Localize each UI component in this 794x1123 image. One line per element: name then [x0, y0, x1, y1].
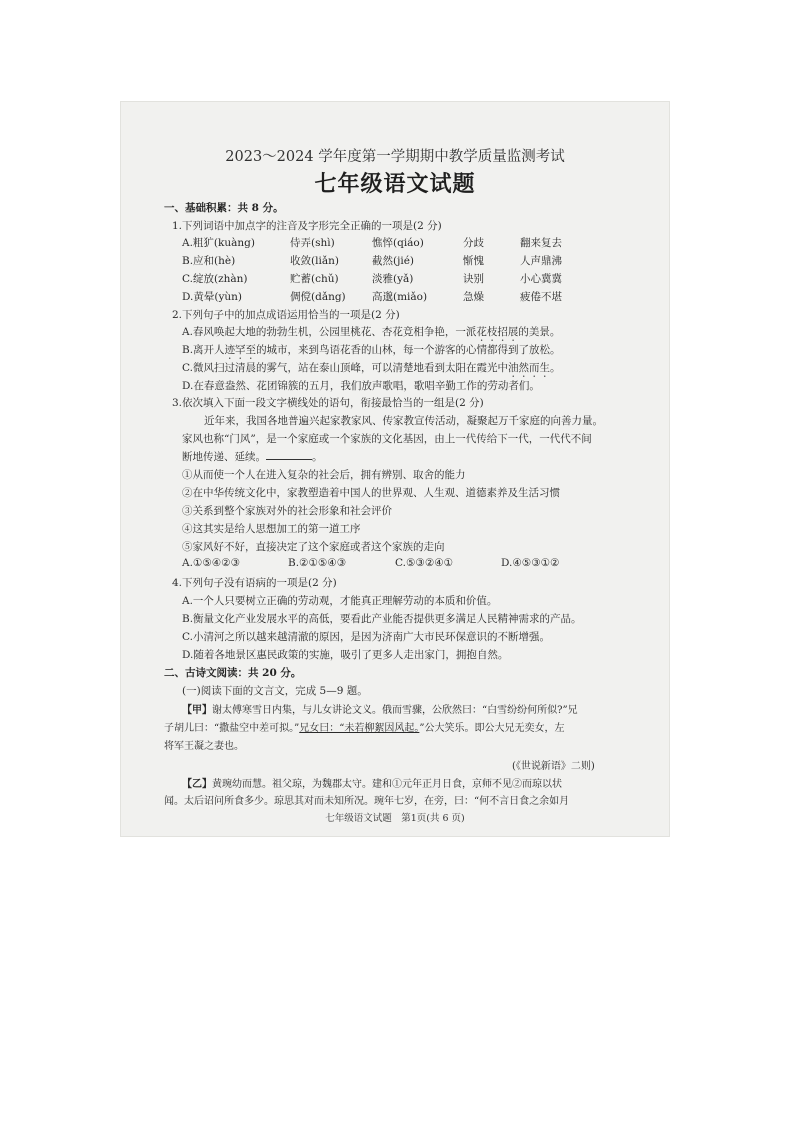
q3-item-1: ①从而使一个人在进入复杂的社会后，拥有辨别、取舍的能力: [182, 469, 466, 481]
q1-a-3: 憔悴(qiáo): [372, 237, 424, 249]
q1-a-5: 翻来复去: [520, 237, 562, 249]
q3-option-d: D.④⑤③①②: [501, 557, 560, 569]
q3-passage-line-2: 家风也称“门风”，是一个家庭或一个家族的文化基因，由上一代传给下一代，一代代不间: [182, 433, 592, 445]
passage-jia-line-3: 将军王凝之妻也。: [164, 741, 244, 752]
q1-d-5: 疲倦不堪: [520, 291, 562, 303]
passage-instruction: (一)阅读下面的文言文，完成 5—9 题。: [182, 685, 368, 697]
q3-option-a: A.①⑤④②③: [182, 557, 240, 569]
passage-jia-line-1: 【甲】谢太傅寒雪日内集，与儿女讲论文义。俄而雪骤，公欣然曰：“白雪纷纷何所似?”兄: [182, 705, 578, 716]
section-heading-1: 一、基础积累：共 8 分。: [164, 202, 284, 214]
q1-a-4: 分歧: [463, 237, 484, 249]
exam-title: 2023～2024 学年度第一学期期中教学质量监测考试: [225, 149, 565, 165]
q3-passage-line-3: 断地传递、延续。 。: [182, 451, 323, 463]
q3-item-3: ③关系到整个家族对外的社会形象和社会评价: [182, 505, 392, 517]
passage-jia-source: (《世说新语》二则): [512, 761, 595, 772]
exam-page: [120, 101, 670, 837]
q1-b-4: 惭愧: [463, 255, 484, 267]
q4-option-b: B.衡量文化产业发展水平的高低，要看此产业能否提供更多满足人民精神需求的产品。: [182, 613, 582, 625]
q3-item-5: ⑤家风好不好，直接决定了这个家庭或者这个家族的走向: [182, 541, 445, 553]
q1-a-1: A.粗犷(kuàng): [182, 237, 255, 249]
question-2-stem: 2.下列句子中的加点成语运用恰当的一项是(2 分): [172, 309, 400, 321]
q1-d-3: 高邈(miǎo): [372, 291, 428, 303]
q4-option-d: D.随着各地景区惠民政策的实施，吸引了更多人走出家门，拥抱自然。: [182, 649, 509, 661]
q3-option-b: B.②①⑤④③: [288, 557, 347, 569]
q2-option-d: D.在春意盎然、花团锦簇的五月，我们放声歌唱，歌唱辛勤工作的劳动者们。: [182, 380, 540, 392]
passage-jia-line-2: 子胡儿曰：“撒盐空中差可拟。”兄女曰：“未若柳絮因风起。”公大笑乐。即公大兄无奕女，左: [164, 723, 565, 734]
q3-option-c: C.⑤③②④①: [395, 557, 454, 569]
q3-item-2: ②在中华传统文化中，家教塑造着中国人的世界观、人生观、道德素养及生活习惯: [182, 487, 560, 499]
q3-passage-line-1: 近年来，我国各地普遍兴起家教家风、传家教宣传活动，凝聚起万千家庭的向善力量。: [204, 415, 603, 427]
q1-d-1: D.黄晕(yùn): [182, 291, 243, 303]
page-footer: 七年级语文试题 第1页(共 6 页): [325, 813, 465, 824]
passage-yi-line-2: 闻。太后诏问所食多少。琼思其对而未知所况。琬年七岁，在旁，曰：“何不言日食之余如月: [164, 796, 570, 807]
q1-d-4: 急燥: [463, 291, 484, 303]
exam-subtitle: 七年级语文试题: [314, 171, 476, 197]
q1-d-2: 倜傥(dǎng): [290, 291, 346, 303]
q1-c-5: 小心冀冀: [520, 273, 562, 285]
question-3-stem: 3.依次填入下面一段文字横线处的语句，衔接最恰当的一组是(2 分): [172, 397, 484, 409]
q2-option-c: C.微风扫过清晨的雾气，站在泰山顶峰，可以清楚地看到太阳在霞光中油然而生。: [182, 362, 561, 374]
q2-option-b: B.离开人迹罕至的城市，来到鸟语花香的山林，每一个游客的心情都得到了放松。: [182, 344, 561, 356]
q1-c-1: C.绽放(zhàn): [182, 273, 248, 285]
q1-c-4: 诀别: [463, 273, 484, 285]
q4-option-c: C.小清河之所以越来越清澈的原因，是因为济南广大市民环保意识的不断增强。: [182, 631, 550, 643]
q2-option-a: A.春风唤起大地的勃勃生机，公园里桃花、杏花竞相争艳，一派花枝招展的美景。: [182, 326, 561, 338]
q1-b-1: B.应和(hè): [182, 255, 236, 267]
q1-b-2: 收敛(liǎn): [290, 255, 339, 267]
q4-option-a: A.一个人只要树立正确的劳动观，才能真正理解劳动的本质和价值。: [182, 595, 498, 607]
question-4-stem: 4.下列句子没有语病的一项是(2 分): [172, 577, 337, 589]
q1-a-2: 侍弄(shì): [290, 237, 335, 249]
fill-blank: [266, 449, 312, 460]
q1-c-2: 贮蓄(chǔ): [290, 273, 339, 285]
q1-c-3: 淡雅(yǎ): [372, 273, 414, 285]
question-1-stem: 1.下列词语中加点字的注音及字形完全正确的一项是(2 分): [172, 220, 442, 232]
q1-b-5: 人声鼎沸: [520, 255, 562, 267]
q1-b-3: 截然(jié): [372, 255, 415, 267]
passage-yi-line-1: 【乙】黄琬幼而慧。祖父琼，为魏郡太守。建和①元年正月日食，京师不见②而琼以状: [182, 779, 562, 790]
q3-item-4: ④这其实是给人思想加工的第一道工序: [182, 523, 361, 535]
section-heading-2: 二、古诗文阅读：共 20 分。: [164, 667, 302, 679]
